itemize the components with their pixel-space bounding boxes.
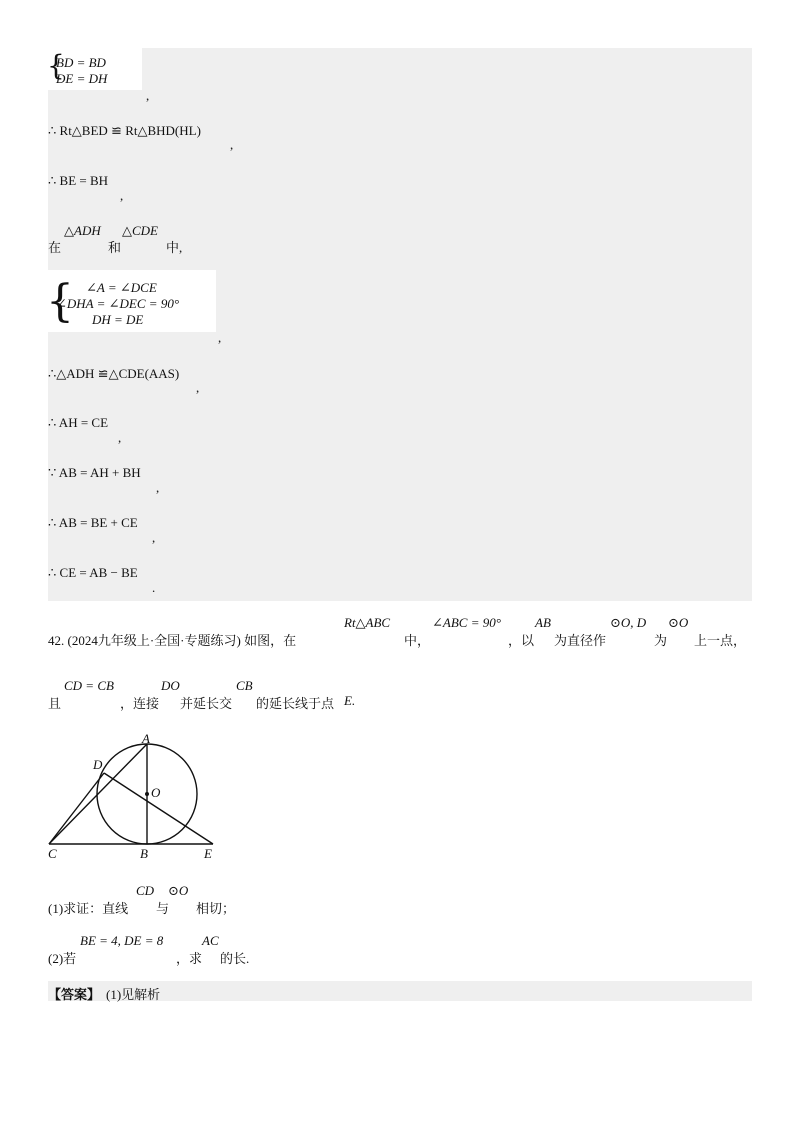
point-e: E.: [344, 693, 356, 708]
comma: ,: [118, 430, 122, 445]
label-c: C: [48, 846, 57, 861]
center-point: [145, 792, 149, 796]
system1-line1: BD = BD: [56, 55, 106, 70]
comma: ,: [156, 480, 160, 495]
yu: 与: [156, 901, 170, 916]
cb: CB: [236, 678, 253, 693]
answer-label: 【答案】: [48, 987, 101, 1002]
yi: ，以: [508, 633, 535, 648]
comma: ,: [218, 330, 222, 345]
label-e: E: [204, 846, 212, 861]
cd: CD: [136, 883, 155, 898]
wei: 为: [654, 633, 668, 648]
zhong: 中，: [404, 633, 431, 648]
brace-2: {: [46, 276, 74, 327]
ac: AC: [202, 933, 219, 948]
label-a: A: [142, 731, 150, 746]
tri-cde: △CDE: [122, 223, 158, 238]
label-d: D: [93, 757, 103, 772]
ab: AB: [535, 615, 551, 630]
cd-cb: CD = CB: [64, 678, 114, 693]
part1-prefix: (1)求证：直线: [48, 901, 129, 916]
problem-number-source: 42. (2024九年级上·全国·专题练习) 如图，在: [48, 633, 297, 648]
line-ah-ce: ∴ AH = CE: [48, 415, 109, 430]
comma: ,: [120, 188, 124, 203]
qie: 且: [48, 696, 62, 711]
segment-de: [104, 773, 213, 844]
line-ce-diff: ∴ CE = AB − BE: [48, 565, 138, 580]
extension-text: 的延长线于点: [256, 696, 335, 711]
answer-text: (1)见解析: [106, 987, 161, 1002]
line-be-bh: ∴ BE = BH: [48, 173, 109, 188]
figure-lines: [49, 744, 213, 844]
line-congruent-rt: ∴ Rt△BED ≌ Rt△BHD(HL): [48, 123, 201, 138]
line-ab-sum: ∵ AB = AH + BH: [48, 465, 141, 480]
rt-abc: Rt△ABC: [344, 615, 391, 630]
brace-1: {: [47, 49, 65, 82]
system2-line3: DH = DE: [92, 312, 144, 327]
circle-o: ⊙O: [668, 615, 689, 630]
he: 和: [108, 240, 122, 255]
segment-cd: [49, 773, 104, 844]
comma: ,: [152, 530, 156, 545]
system2-line2: ∠DHA = ∠DEC = 90°: [56, 296, 180, 311]
angle-abc: ∠ABC = 90°: [432, 615, 501, 630]
qiu: ，求: [176, 951, 203, 966]
given-values: BE = 4, DE = 8: [80, 933, 164, 948]
yanchang: 并延长交: [180, 696, 233, 711]
system2-line1: ∠A = ∠DCE: [86, 280, 157, 295]
tri-adh: △ADH: [64, 223, 101, 238]
label-o: O: [151, 785, 161, 800]
label-b: B: [140, 846, 148, 861]
system1-line2: DE = DH: [56, 71, 108, 86]
comma: ,: [230, 137, 234, 152]
circle-o-2: ⊙O: [168, 883, 189, 898]
comma: ,: [196, 380, 200, 395]
part2-prefix: (2)若: [48, 951, 77, 966]
lianjie: ，连接: [120, 696, 160, 711]
do: DO: [161, 678, 180, 693]
line-ab-be-ce: ∴ AB = BE + CE: [48, 515, 138, 530]
xiangqie: 相切；: [196, 901, 236, 916]
comma: ,: [146, 88, 150, 103]
zhong-comma: 中,: [166, 240, 183, 255]
circle-o-d: ⊙O, D: [610, 615, 647, 630]
line-congruent-aas: ∴△ADH ≌△CDE(AAS): [48, 366, 180, 381]
period: .: [152, 580, 156, 595]
de-chang: 的长.: [220, 951, 250, 966]
zai: 在: [48, 240, 62, 255]
diameter-text: 为直径作: [554, 633, 607, 648]
shang-yi-dian: 上一点，: [694, 633, 747, 648]
